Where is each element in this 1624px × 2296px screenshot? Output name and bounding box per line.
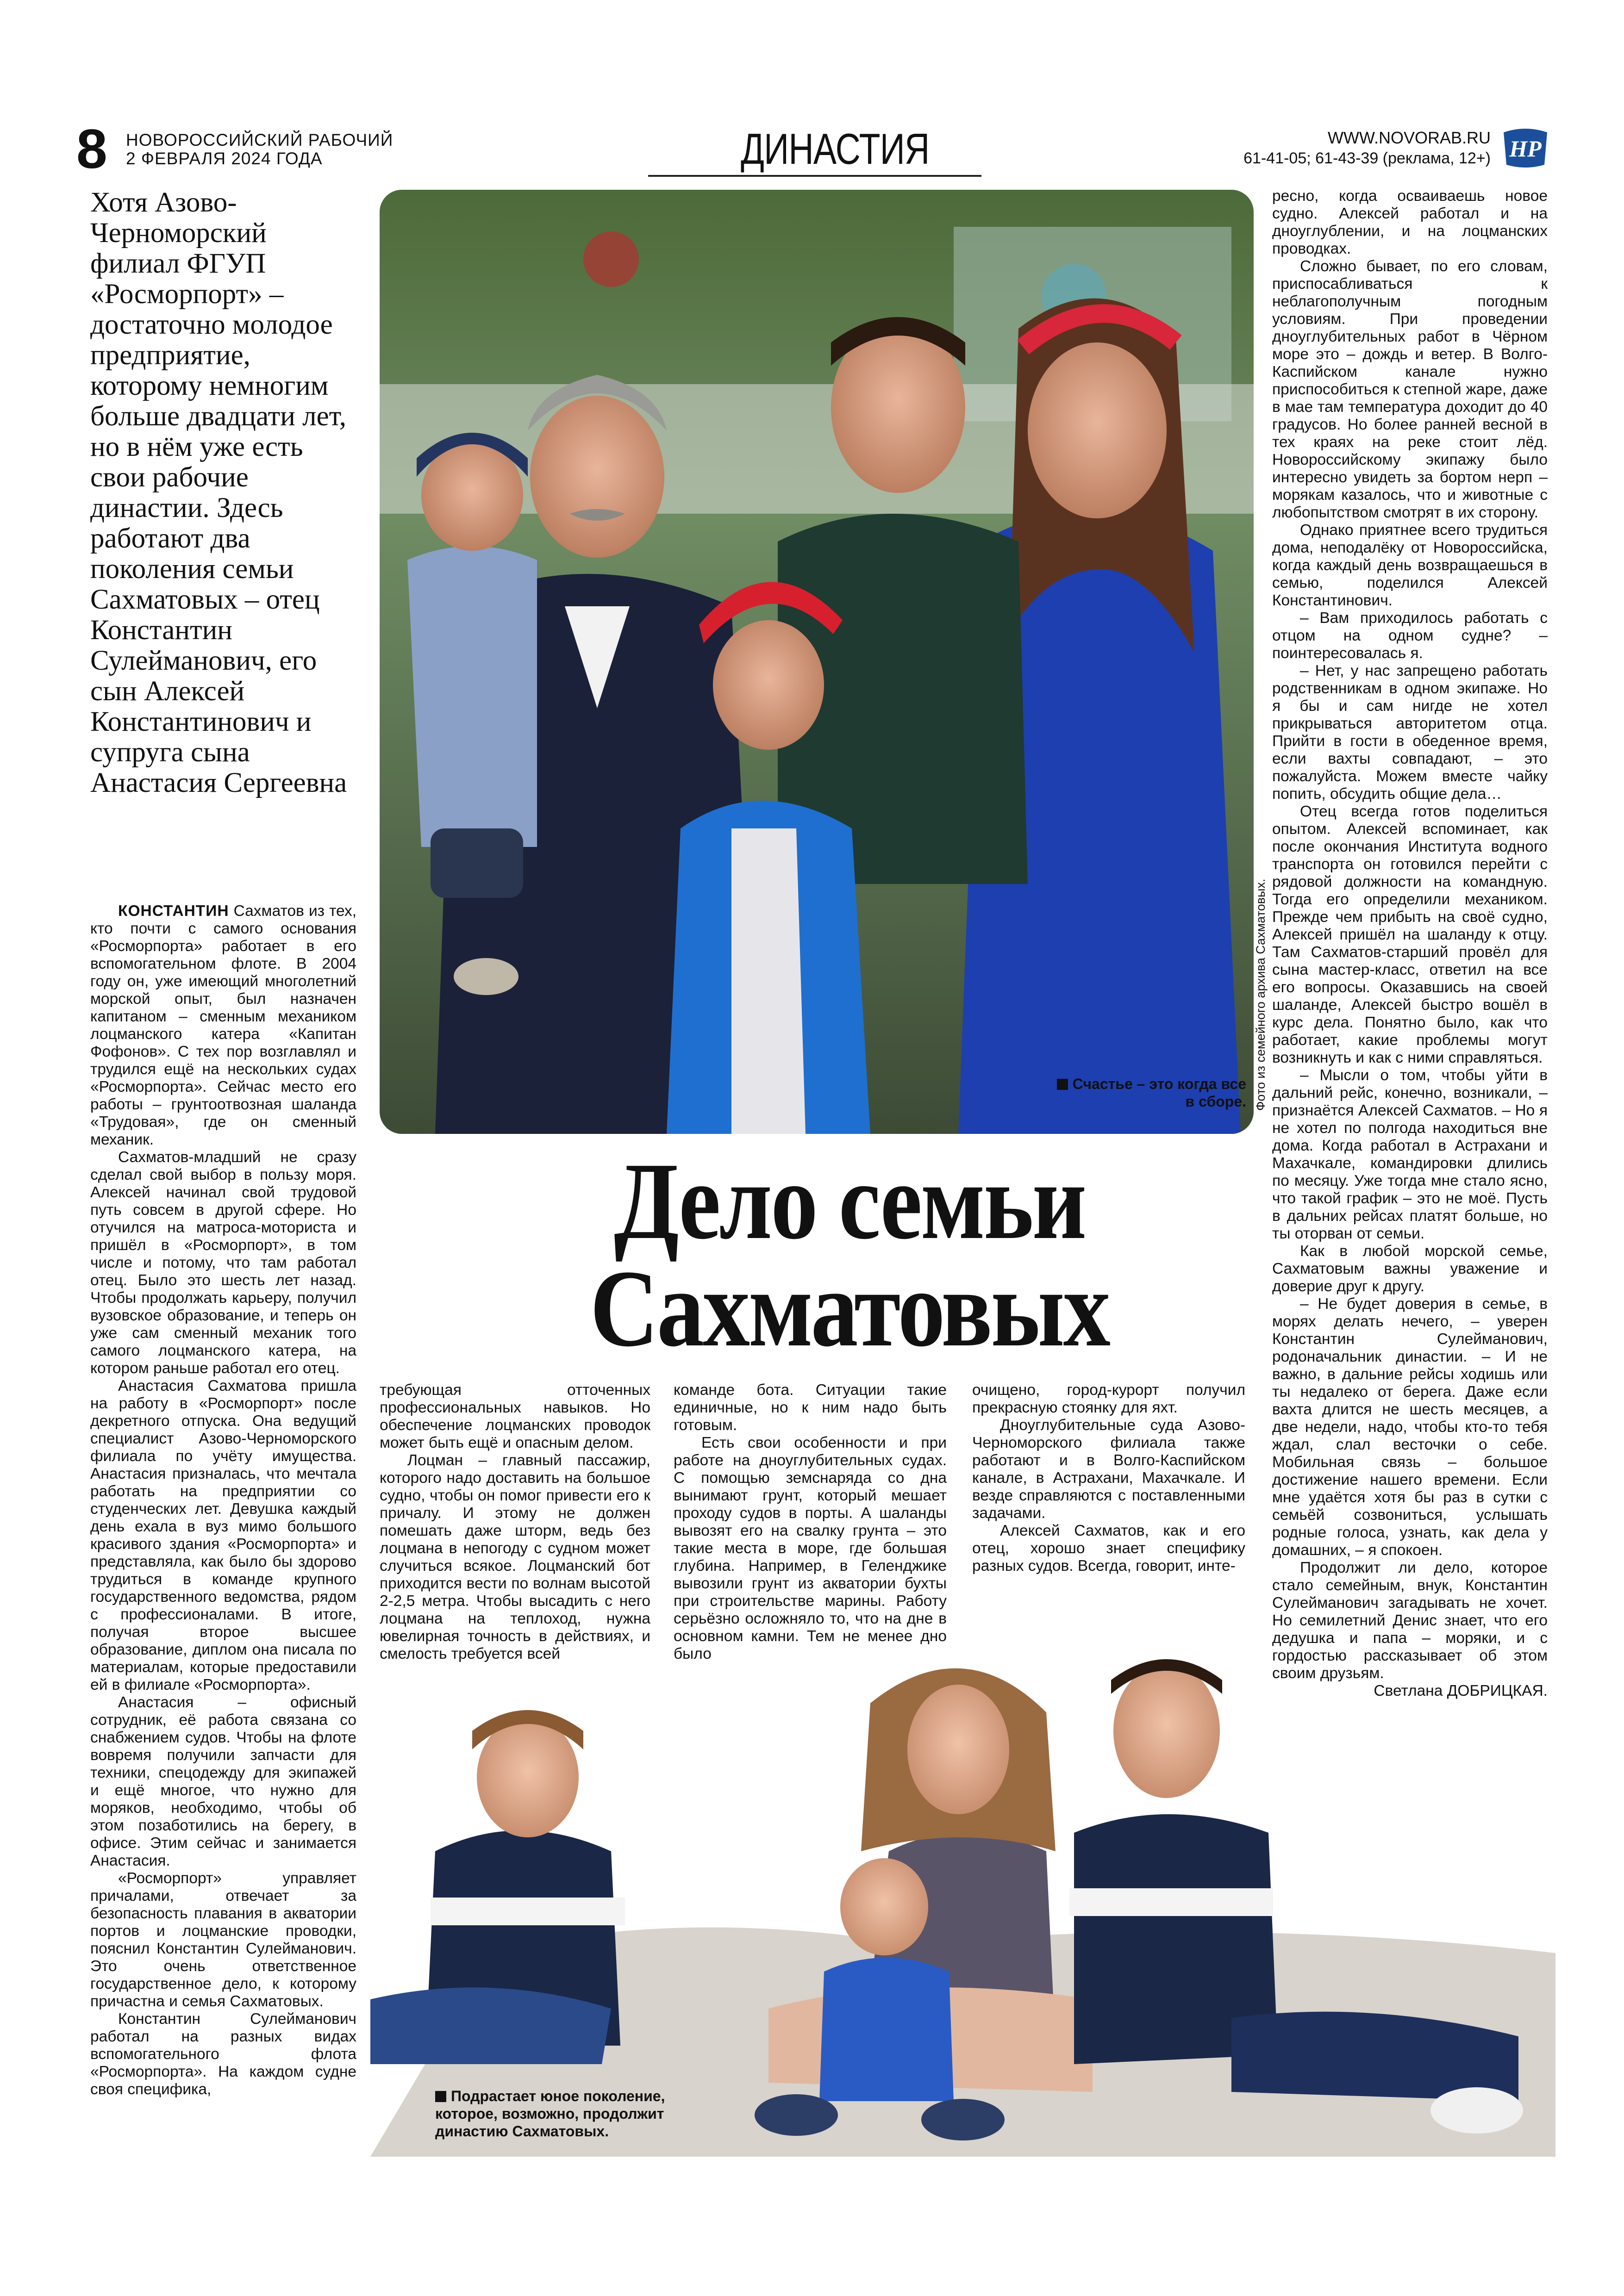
rubric-title: ДИНАСТИЯ [741, 124, 930, 173]
paragraph: требующая отточенных профессиональных навыков. Но обеспечение лоцманских проводок может быть ещё и опасным делом. [380, 1381, 650, 1451]
phone-numbers: 61-41-05; 61-43-39 (реклама, 12+) [1243, 149, 1491, 167]
logo-text: НР [1509, 136, 1542, 162]
paragraph: – Мысли о том, чтобы уйти в дальний рейс, конечно, возникали, – признаётся Алексей Сахматов. – Но я не хотел по полгода находиться вне дома. Когда работал в Астрахани и Махачкале, командировки длились по месяцу. Уже тогда мне стало ясно, что такой график – это не моё. Пусть в дальних рейсах платят больше, но ты оторван от семьи. [1272, 1067, 1548, 1242]
paragraph: Константин Сулейманович работал на разных видах вспомогательного флота «Росморпорта». На каждом судне своя специфика, [90, 2010, 356, 2098]
family-photo-top [380, 190, 1254, 1134]
paragraph: ресно, когда осваиваешь новое судно. Алексей работал и на дноуглублении, и на лоцманских проводках. [1272, 187, 1548, 257]
paragraph: Анастасия – офисный сотрудник, её работа связана со снабжением судов. Чтобы на флоте вовремя получили запчасти для техники, спецодежду для экипажей и ещё многое, что нужно для моряков, необходимо, чтобы об этом позаботились на берегу, в офисе. Этим сейчас и занимается Анастасия. [90, 1694, 356, 1869]
photo-credit: Фото из семейного архива Сахматовых. [1254, 878, 1268, 1111]
paragraph: – Нет, у нас запрещено работать родственникам в одном экипаже. Но я бы и сам нигде не хотел прикрываться авторитетом отца. Прийти в гости в обеденное время, если вахты совпадают, – это пожалуйста. Можем вместе чайку попить, обсудить общие дела… [1272, 662, 1548, 803]
headline-line-2: Сахматовых [590, 1248, 1109, 1369]
lead-in-caps: КОНСТАНТИН [118, 902, 229, 920]
headline-line-1: Дело семьи [614, 1140, 1085, 1262]
newspaper-logo [1500, 128, 1551, 169]
paragraph: Как в любой морской семье, Сахматовым важны уважение и доверие друг к другу. [1272, 1243, 1548, 1295]
paragraph: – Не будет доверия в семье, в морях делать нечего, – уверен Константин Сулейманович, родоначальник династии. – И не важно, в дальние рейсы ходишь или ты недалеко от берега. Даже если вахта длится не шесть месяцев, а две недели, надо, чтобы кто-то тебя ждал, слал весточки о себе. Мобильная связь – большое достижение нашего времени. Если мне удаётся хотя бы раз в сутки с семьёй созвониться, услышать родные голоса, узнать, как дела у домашних, – я спокоен. [1272, 1295, 1548, 1559]
paragraph: Алексей Сахматов, как и его отец, хорошо знает специфику разных судов. Всегда, говорит, инте- [972, 1522, 1245, 1574]
paragraph: КОНСТАНТИН Сахматов из тех, кто почти с самого основания «Росморпорта» работает в его вспомогательном флоте. В 2004 году он, уже имеющий многолетний морской опыт, был назначен капитаном – сменным механиком лоцманского катера «Капитан Фофонов». С тех пор возглавлял и трудился ещё на нескольких судах «Росморпорта». Сейчас место его работы – грунтоотвозная шаланда «Трудовая», где он сменный механик. [90, 902, 356, 1148]
article-column-2 [380, 1381, 650, 1663]
masthead [126, 131, 393, 168]
paragraph: команде бота. Ситуации такие единичные, но к ним надо быть готовым. [674, 1381, 947, 1434]
caption-marker [435, 2091, 446, 2102]
lead-paragraph: Хотя Азово-Черноморский филиал ФГУП «Росморпорт» – достаточно молодое предприятие, которому немногим больше двадцати лет, но в нём уже есть свои рабочие династии. Здесь работают два поколения семьи Сахматовых – отец Константин Сулейманович, его сын Алексей Константинович и супруга сына Анастасия Сергеевна [90, 187, 347, 798]
family-photo-illustration [380, 190, 1254, 1134]
article-column-4 [972, 1381, 1245, 1575]
article-headline [479, 1140, 1220, 1369]
paragraph: Анастасия Сахматова пришла на работу в «Росморпорт» после декретного отпуска. Она ведущий специалист Азово-Черноморского филиала по учёту имущества. Анастасия призналась, что мечтала работать на предприятии со студенческих лет. Девушка каждый день ехала в вуз мимо большого красивого здания «Росморпорта» и представляла, как было бы здорово трудиться в команде крупного государственного ведомства, рядом с профессионалами. В итоге, получая второе высшее образование, диплом она писала по материалам, которые предоставили ей в филиале «Росморпорта». [90, 1377, 356, 1693]
paragraph: – Вам приходилось работать с отцом на одном судне? – поинтересовалась я. [1272, 610, 1548, 662]
paragraph: Лоцман – главный пассажир, которого надо доставить на большое судно, чтобы он помог привести его к причалу. И этому не должен помешать даже шторм, ведь без лоцмана в непогоду с судном может случиться всякое. Лоцманский бот приходится вести по волнам высотой 2-2,5 метра. Чтобы высадить с него лоцмана на теплоход, нужна ювелирная точность в действиях, и смелость требуется всей [380, 1452, 650, 1662]
article-column-5 [1272, 187, 1548, 1700]
paragraph: Есть свои особенности и при работе на дноуглубительных судах. С помощью земснаряда со дна вынимают грунт, который мешает проходу судов в порты. А шаланды вывозят его на свалку грунта – это такие места в море, где большая глубина. Например, в Геленджике вывозили грунт из акватории бухты при строительстве марины. Работу серьёзно осложняло то, что на дне в основном камни. Тем не менее дно было [674, 1434, 947, 1662]
photo-bottom-caption: Подрастает юное поколение, которое, возможно, продолжит династию Сахматовых. [435, 2088, 665, 2140]
photo-top-caption: Счастье – это когда все в сборе. [1047, 1075, 1246, 1110]
article-column-3 [674, 1381, 947, 1663]
paragraph: Сахматов-младший не сразу сделал свой выбор в пользу моря. Алексей начинал свой трудовой путь совсем в другой сфере. Но отучился на матроса-моториста и пришёл в «Росморпорт», в том числе и потому, что там работал отец. Было это шесть лет назад. Чтобы продолжать карьеру, получил вузовское образование, и теперь он уже сам сменный механик того самого лоцманского катера, на котором раньше работал его отец. [90, 1149, 356, 1377]
paragraph: очищено, город-курорт получил прекрасную стоянку для яхт. [972, 1381, 1245, 1416]
paper-name: НОВОРОССИЙСКИЙ РАБОЧИЙ [126, 131, 394, 149]
website-link[interactable]: WWW.NOVORAB.RU [1328, 128, 1491, 147]
paragraph: Отец всегда готов поделиться опытом. Алексей вспоминает, как после окончания Института водного транспорта он готовился перейти с рядовой должности на командную. Тогда его определили механиком. Прежде чем прибыть на своё судно, Алексей пришёл на шаланду к отцу. Там Сахматов-старший провёл для сына мастер-класс, ответил на все его вопросы. Оказавшись на своей шаланде, Алексей быстро вошёл в курс дела. Понятно было, как что работает, какие проблемы могут возникнуть и как с ними справляться. [1272, 803, 1548, 1066]
paragraph: Дноуглубительные суда Азово-Черноморского филиала также работают и в Волго-Каспийском канале, в Астрахани, Махачкале. И везде справляются с поставленными задачами. [972, 1417, 1245, 1522]
issue-date: 2 ФЕВРАЛЯ 2024 ГОДА [126, 149, 323, 168]
article-column-1 [90, 902, 356, 2098]
page-number: 8 [76, 118, 107, 180]
paragraph: Сложно бывает, по его словам, приспосабливаться к неблагополучным погодным условиям. При проведении дноуглубительных работ в Чёрном море это – дождь и ветер. В Волго-Каспийском канале нужно приспособиться к степной жаре, даже в мае там температура доходит до 40 градусов. Но более ранней весной в тех краях на реке стоит лёд. Новороссийскому экипажу было интересно увидеть за бортом нерп – морякам казалось, что и животные с любопытством смотрят в их сторону. [1272, 258, 1548, 521]
rubric-underline [648, 175, 981, 177]
paragraph: Продолжит ли дело, которое стало семейным, внук, Константин Сулейманович загадывать не хочет. Но семилетний Денис знает, что его дедушка и папа – моряки, и с гордостью рассказывает об этом своим друзьям. [1272, 1559, 1548, 1682]
paragraph: Однако приятнее всего трудиться дома, неподалёку от Новороссийска, когда каждый день возвращаешься в семью, поделился Алексей Константинович. [1272, 522, 1548, 609]
author-signature: Светлана ДОБРИЦКАЯ. [1374, 1682, 1548, 1699]
caption-marker [1057, 1079, 1068, 1090]
paragraph: «Росморпорт» управляет причалами, отвечает за безопасность плавания в акватории портов и лоцманские проводки, пояснил Константин Сулейманович. Это очень ответственное государственное дело, к которому причастна и семья Сахматовых. [90, 1870, 356, 2010]
